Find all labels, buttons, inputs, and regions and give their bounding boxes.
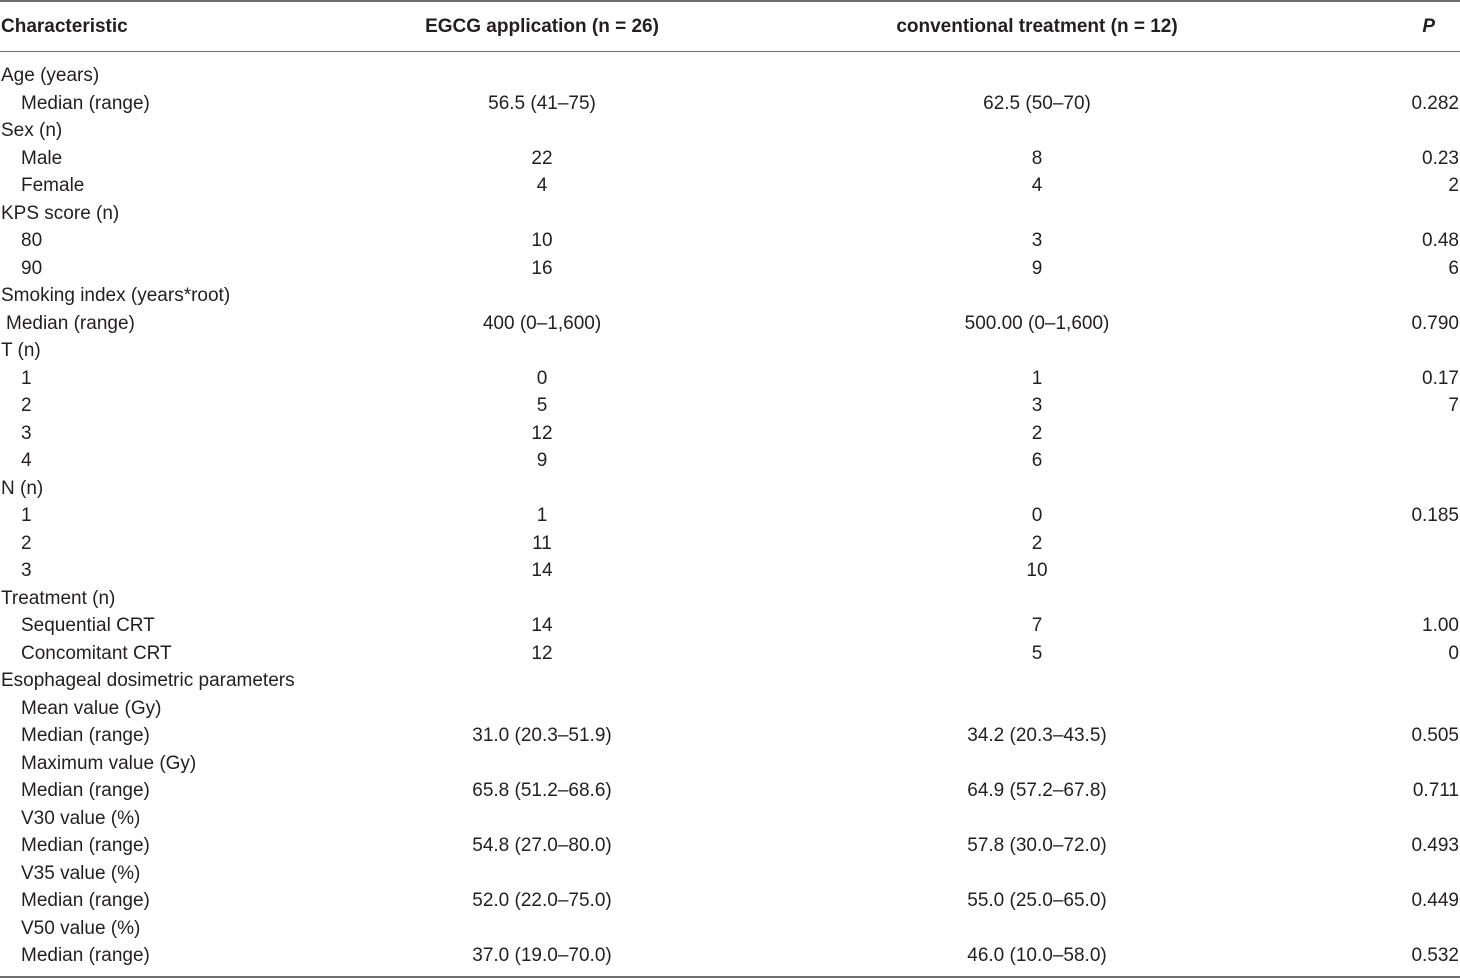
table-row	[0, 90, 1460, 118]
egcg-value: 12	[531, 642, 553, 664]
row-label: Median (range)	[6, 312, 135, 334]
table-row	[0, 805, 1460, 833]
egcg-value: 52.0 (22.0–75.0)	[472, 890, 612, 911]
conventional-value: 3	[1031, 230, 1043, 251]
table-row	[0, 585, 1460, 613]
egcg-value: 1	[536, 505, 548, 526]
conventional-value: 3	[1031, 395, 1043, 416]
egcg-value: 22	[531, 147, 553, 169]
row-label: Median (range)	[21, 780, 150, 801]
table-row	[0, 860, 1460, 888]
egcg-value: 31.0 (20.3–51.9)	[472, 725, 612, 746]
p-value: 2	[1448, 175, 1459, 196]
egcg-value: 5	[536, 395, 548, 416]
egcg-value: 14	[531, 560, 553, 581]
conventional-value: 55.0 (25.0–65.0)	[967, 890, 1107, 911]
row-label: 3	[21, 560, 32, 581]
table-row	[0, 530, 1460, 558]
row-label: Mean value (Gy)	[21, 697, 162, 719]
table-row	[0, 942, 1460, 970]
row-label: V50 value (%)	[21, 917, 141, 939]
row-label: 3	[21, 422, 32, 444]
table-row	[0, 420, 1460, 448]
row-label: 1	[21, 505, 32, 526]
conventional-value: 46.0 (10.0–58.0)	[967, 945, 1107, 966]
header-rule	[0, 51, 1460, 52]
p-value: 0.790	[1411, 312, 1459, 334]
table-row	[0, 475, 1460, 503]
row-label: Female	[21, 175, 85, 196]
egcg-value: 10	[531, 230, 553, 251]
conventional-value: 2	[1031, 422, 1043, 444]
table-row	[0, 255, 1460, 283]
header-conventional-treatment: conventional treatment (n = 12)	[896, 16, 1178, 37]
table-row	[0, 667, 1460, 695]
row-label: T (n)	[1, 340, 41, 361]
row-label: Median (range)	[21, 92, 150, 114]
egcg-value: 11	[532, 532, 552, 554]
row-label: Median (range)	[21, 890, 150, 911]
table-row	[0, 392, 1460, 420]
conventional-value: 6	[1031, 450, 1043, 471]
row-label: 80	[21, 230, 43, 251]
table-bottom-rule	[0, 976, 1460, 978]
conventional-value: 0	[1031, 505, 1043, 526]
row-label: Age (years)	[1, 65, 100, 86]
row-label: V35 value (%)	[21, 862, 141, 884]
egcg-value: 4	[536, 175, 548, 196]
egcg-value: 65.8 (51.2–68.6)	[472, 780, 612, 801]
header-p-value: P	[1422, 16, 1435, 37]
table-row	[0, 227, 1460, 255]
egcg-value: 16	[531, 257, 553, 279]
conventional-value: 64.9 (57.2–67.8)	[967, 780, 1107, 801]
p-value: 0.493	[1411, 835, 1459, 856]
p-value: 0.17	[1422, 367, 1459, 389]
table-row	[0, 117, 1460, 145]
conventional-value: 7	[1031, 615, 1043, 636]
conventional-value: 57.8 (30.0–72.0)	[967, 835, 1107, 856]
row-label: Maximum value (Gy)	[21, 752, 197, 774]
p-value: 0.23	[1422, 147, 1459, 169]
conventional-value: 10	[1026, 560, 1048, 581]
table-row	[0, 722, 1460, 750]
p-value: 0.449	[1411, 890, 1459, 911]
header-characteristic: Characteristic	[1, 16, 128, 37]
egcg-value: 12	[531, 422, 553, 444]
row-label: 90	[21, 257, 43, 279]
p-value: 0.185	[1411, 505, 1459, 526]
conventional-value: 5	[1031, 642, 1043, 664]
table-row	[0, 337, 1460, 365]
table-row	[0, 777, 1460, 805]
row-label: Median (range)	[21, 835, 150, 856]
p-value: 0	[1448, 642, 1459, 664]
row-label: Concomitant CRT	[21, 642, 172, 664]
p-value: 0.505	[1411, 725, 1459, 746]
table-row	[0, 310, 1460, 338]
row-label: N (n)	[1, 477, 44, 499]
p-value: 0.711	[1412, 780, 1459, 801]
row-label: 2	[21, 532, 32, 554]
table-row	[0, 502, 1460, 530]
table-row	[0, 832, 1460, 860]
table-row	[0, 145, 1460, 173]
egcg-value: 56.5 (41–75)	[488, 92, 596, 114]
conventional-value: 1	[1031, 367, 1043, 389]
p-value: 7	[1448, 395, 1459, 416]
p-value: 6	[1448, 257, 1459, 279]
table-row	[0, 365, 1460, 393]
row-label: Smoking index (years*root)	[1, 285, 231, 306]
row-label: Sequential CRT	[21, 615, 155, 636]
row-label: Median (range)	[21, 725, 150, 746]
conventional-value: 9	[1031, 257, 1043, 279]
row-label: Median (range)	[21, 945, 150, 966]
egcg-value: 54.8 (27.0–80.0)	[472, 835, 612, 856]
table-row	[0, 640, 1460, 668]
row-label: V30 value (%)	[21, 807, 141, 829]
p-value: 0.532	[1411, 945, 1459, 966]
row-label: 4	[21, 450, 32, 471]
row-label: Male	[21, 147, 63, 169]
table-row	[0, 447, 1460, 475]
table-row	[0, 750, 1460, 778]
row-label: 2	[21, 395, 32, 416]
table-row	[0, 172, 1460, 200]
conventional-value: 34.2 (20.3–43.5)	[967, 725, 1107, 746]
table-row	[0, 200, 1460, 228]
conventional-value: 8	[1031, 147, 1043, 169]
p-value: 1.00	[1422, 615, 1459, 636]
egcg-value: 14	[531, 615, 553, 636]
egcg-value: 9	[536, 450, 548, 471]
conventional-value: 500.00 (0–1,600)	[964, 312, 1110, 334]
row-label: Esophageal dosimetric parameters	[1, 670, 295, 691]
table-row	[0, 887, 1460, 915]
row-label: Treatment (n)	[1, 587, 116, 609]
row-label: 1	[21, 367, 32, 389]
egcg-value: 0	[536, 367, 548, 389]
egcg-value: 400 (0–1,600)	[482, 312, 602, 334]
p-value: 0.282	[1411, 92, 1459, 114]
row-label: Sex (n)	[1, 120, 63, 141]
table-row	[0, 612, 1460, 640]
conventional-value: 4	[1031, 175, 1043, 196]
table-top-rule	[0, 0, 1460, 2]
conventional-value: 62.5 (50–70)	[983, 92, 1091, 114]
table-row	[0, 557, 1460, 585]
table-row	[0, 915, 1460, 943]
p-value: 0.48	[1422, 230, 1459, 251]
row-label: KPS score (n)	[1, 202, 120, 224]
conventional-value: 2	[1031, 532, 1043, 554]
table-row	[0, 282, 1460, 310]
table-body	[0, 62, 1460, 970]
egcg-value: 37.0 (19.0–70.0)	[472, 945, 612, 966]
table-row	[0, 695, 1460, 723]
header-egcg-application: EGCG application (n = 26)	[425, 16, 659, 37]
table-row	[0, 62, 1460, 90]
